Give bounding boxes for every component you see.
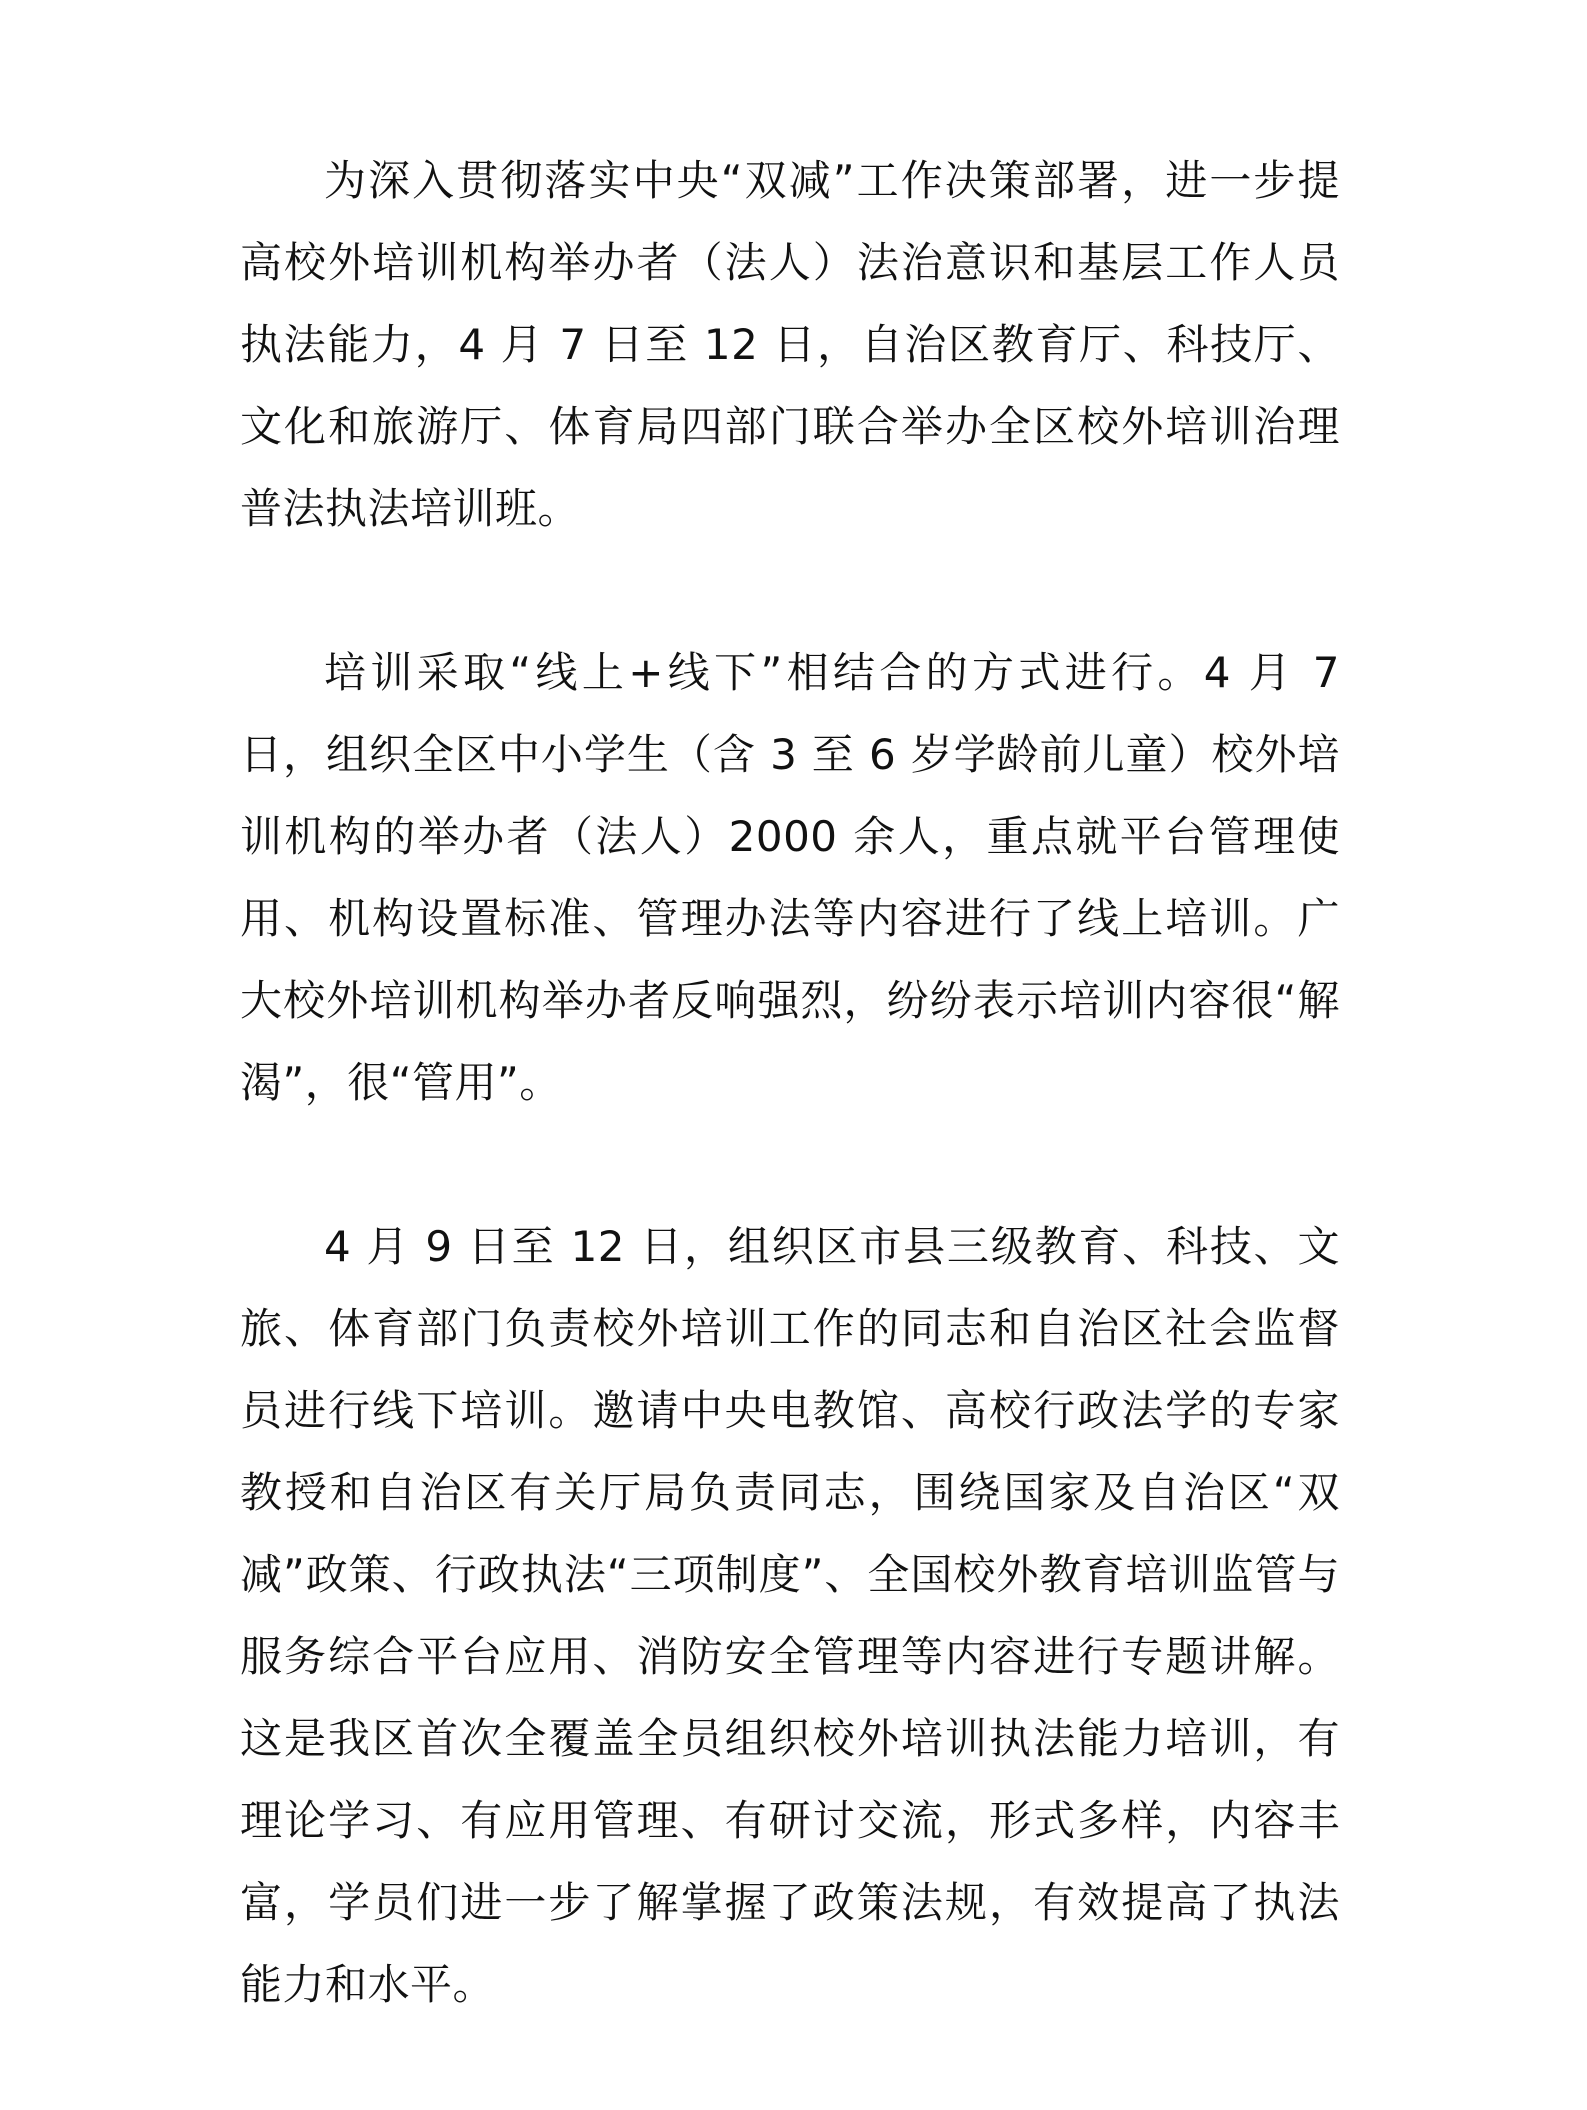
article-body: [240, 140, 1340, 2026]
paragraph-intro: 为深入贯彻落实中央“双减”工作决策部署，进一步提高校外培训机构举办者（法人）法治意识和基层工作人员执法能力，4 月 7 日至 12 日，自治区教育厅、科技厅、文化和旅游厅、体育局四部门联合举办全区校外培训治理普法执法培训班。: [240, 156, 1340, 533]
paragraph-online-training: 培训采取“线上+线下”相结合的方式进行。4 月 7 日，组织全区中小学生（含 3 至 6 岁学龄前儿童）校外培训机构的举办者（法人）2000 余人，重点就平台管理使用、机构设置标准、管理办法等内容进行了线上培训。广大校外培训机构举办者反响强烈，纷纷表示培训内容很“解渴”，很“管用”。: [240, 648, 1340, 1107]
paragraph-offline-training: 4 月 9 日至 12 日，组织区市县三级教育、科技、文旅、体育部门负责校外培训工作的同志和自治区社会监督员进行线下培训。邀请中央电教馆、高校行政法学的专家教授和自治区有关厅局负责同志，围绕国家及自治区“双减”政策、行政执法“三项制度”、全国校外教育培训监管与服务综合平台应用、消防安全管理等内容进行专题讲解。这是我区首次全覆盖全员组织校外培训执法能力培训，有理论学习、有应用管理、有研讨交流，形式多样，内容丰富，学员们进一步了解掌握了政策法规，有效提高了执法能力和水平。: [240, 1222, 1340, 2009]
